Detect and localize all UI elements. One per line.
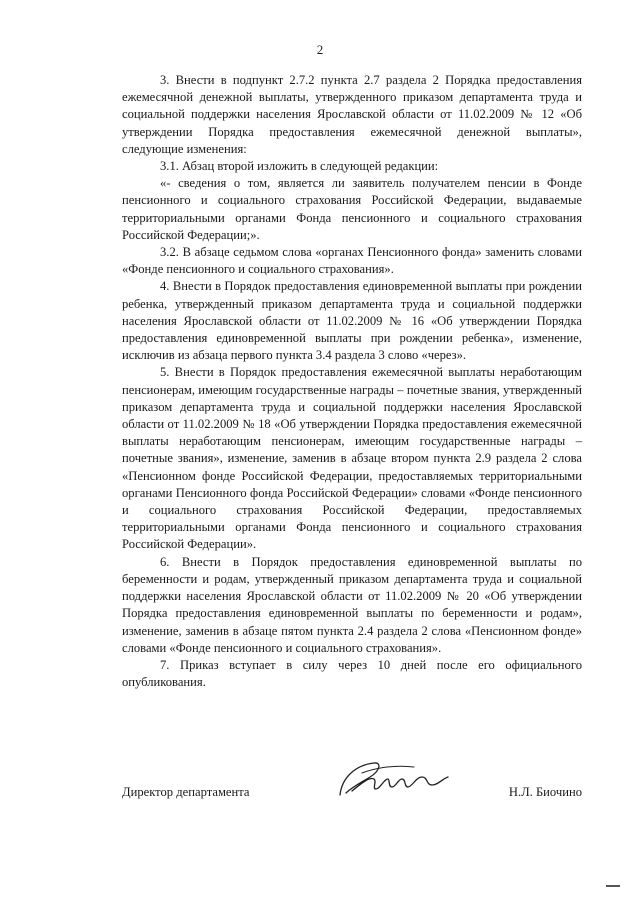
paragraph-7: 7. Приказ вступает в силу через 10 дней после его официального опубликования. bbox=[122, 657, 582, 690]
paragraph-3-2: 3.2. В абзаце седьмом слова «органах Пенсионного фонда» заменить словами «Фонде пенсионного и социального страхования». bbox=[122, 245, 582, 277]
document-body bbox=[122, 72, 582, 691]
scan-artifact-bottom bbox=[606, 885, 620, 887]
handwritten-signature bbox=[322, 755, 462, 805]
paragraph-3-1-quote: «- сведения о том, является ли заявитель получателем пенсии в Фонде пенсионного и социального страхования Российской Федерации, выдаваемые территориальными органами Фонда пенсионного и социального страхования Российской Федерации;». bbox=[122, 176, 582, 242]
page-number: 2 bbox=[316, 42, 324, 57]
signature-block bbox=[122, 785, 582, 805]
scan-artifact-top bbox=[90, 8, 130, 10]
signatory-name: Н.Л. Биочино bbox=[508, 785, 582, 799]
paragraph-4: 4. Внести в Порядок предоставления единовременной выплаты при рождении ребенка, утвержденный приказом департамента труда и социальной поддержки населения Ярославской области от 11.02.2009 № 16 «Об утверждении Порядка предоставления единовременной выплаты при рождении ребенка», изменение, исключив из абзаца первого пункта 3.4 раздела 3 слово «через». bbox=[122, 279, 582, 363]
paragraph-3: 3. Внести в подпункт 2.7.2 пункта 2.7 раздела 2 Порядка предоставления ежемесячной денежной выплаты, утвержденного приказом департамента труда и социальной поддержки населения Ярославской области от 11.02.2009 № 12 «Об утверждении Порядка предоставления ежемесячной денежной выплаты», следующие изменения: bbox=[122, 73, 582, 156]
paragraph-6: 6. Внести в Порядок предоставления единовременной выплаты по беременности и родам, утвержденный приказом департамента труда и социальной поддержки населения Ярославской области от 11.02.2009 № 20 «Об утверждении Порядка предоставления единовременной выплаты по беременности и родам», изменение, заменив в абзаце пятом пункта 2.4 раздела 2 слова «Пенсионном фонде» словами «Фонде пенсионного и социального страхования». bbox=[122, 554, 582, 655]
signatory-title: Директор департамента bbox=[122, 785, 250, 799]
paragraph-3-1: 3.1. Абзац второй изложить в следующей редакции: bbox=[160, 159, 439, 174]
paragraph-5: 5. Внести в Порядок предоставления ежемесячной выплаты неработающим пенсионерам, имеющим государственные награды – почетные звания, утвержденный приказом департамента труда и социальной поддержки населения Ярославской области от 11.02.2009 № 18 «Об утверждении Порядка предоставления ежемесячной выплаты неработающим пенсионерам, имеющим государственные награды – почетные звания», изменение, заменив в абзаце втором пункта 2.9 раздела 2 слова «Пенсионном фонде Российской Федерации, предоставляемых территориальными органами Пенсионного фонда Российской Федерации» словами «Фонде пенсионного и социального страхования Российской Федерации, предоставляемых территориальными органами Фонда пенсионного и социального страхования Российской Федерации». bbox=[122, 365, 582, 552]
